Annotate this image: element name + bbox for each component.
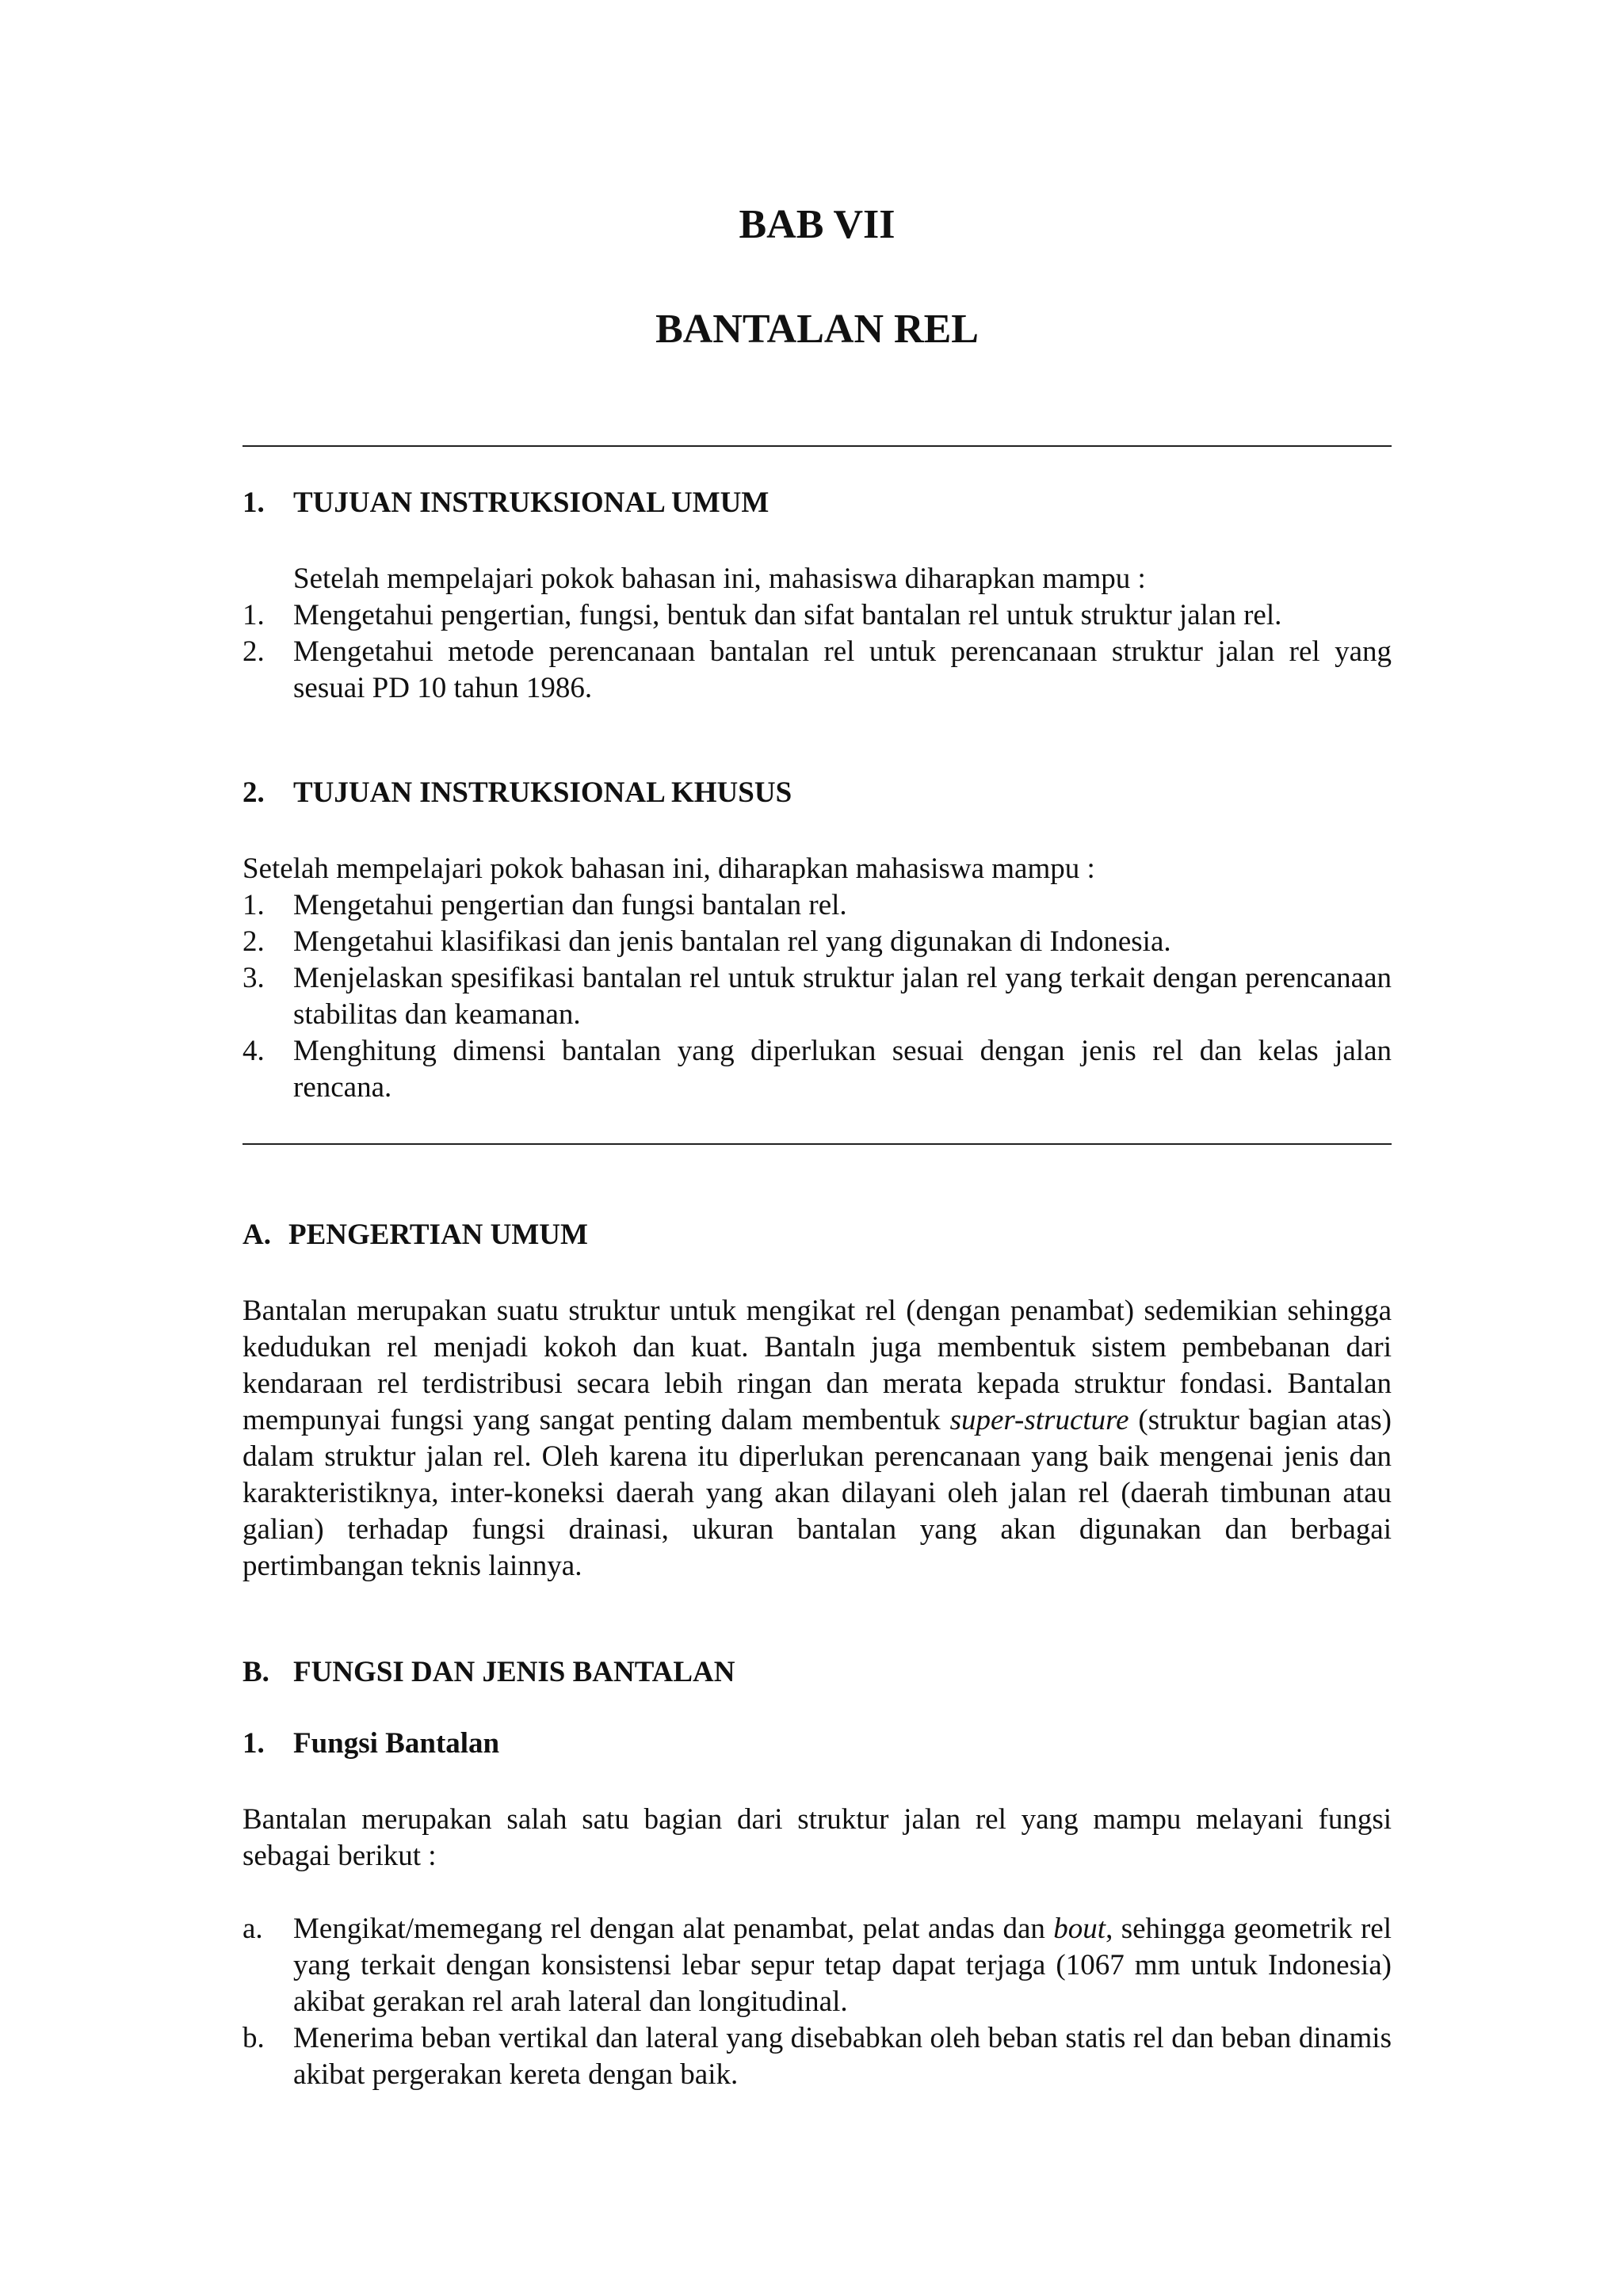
heading-number: 1. [242,486,265,519]
heading-text: FUNGSI DAN JENIS BANTALAN [293,1656,735,1688]
item-text: Mengetahui klasifikasi dan jenis bantalan rel yang digunakan di Indonesia. [293,925,1171,958]
paragraph-text: (struktur bagian atas) dalam struktur jalan rel. Oleh karena itu diperlukan perencanaan yang baik mengenai jenis dan karakteristiknya, inter-koneksi daerah yang akan dilayani oleh jalan rel (daerah timbunan atau galian) terhadap fungsi drainasi, ukuran bantalan yang akan digunakan dan berbagai pertimbangan teknis lainnya. [242,1404,1392,1582]
heading-letter: B. [242,1656,269,1688]
section-heading [242,775,1392,811]
subsection-heading [242,1726,1392,1762]
item-text: Mengetahui pengertian dan fungsi bantalan rel. [293,889,847,921]
list-item [242,2020,1392,2093]
horizontal-rule-top [242,445,1392,447]
list-item [242,1911,1392,2020]
item-number: 1. [242,599,265,631]
section-pengertian-umum [242,1217,1392,1585]
item-number: 1. [242,889,265,921]
paragraph-text: Bantalan merupakan suatu struktur untuk mengikat rel (dengan penambat) sedemikian sehingga kedudukan rel menjadi kokoh dan kuat. Bantaln juga membentuk sistem pembebanan dari kendaraan rel terdistribusi secara lebih ringan dan merata kepada struktur fondasi. Bantalan mempunyai fungsi yang sangat penting dalam membentuk [242,1295,1392,1436]
chapter-title: BANTALAN REL [655,307,979,352]
function-list [242,1911,1392,2093]
list-item [242,1033,1392,1106]
horizontal-rule-bottom [242,1143,1392,1145]
objective-list [242,887,1392,1106]
intro-text: Setelah mempelajari pokok bahasan ini, mahasiswa diharapkan mampu : [293,563,1146,595]
subsection-fungsi-bantalan [242,1726,1392,2093]
objective-list [242,597,1392,707]
heading-text: TUJUAN INSTRUKSIONAL UMUM [293,486,769,519]
section-heading [242,485,1392,521]
item-text: Menjelaskan spesifikasi bantalan rel untuk struktur jalan rel yang terkait dengan perencanaan stabilitas dan keamanan. [293,962,1392,1031]
list-item [242,887,1392,924]
section-tujuan-umum [242,485,1392,707]
heading-text: Fungsi Bantalan [293,1727,500,1760]
item-letter: a. [242,1913,263,1945]
chapter-number: BAB VII [739,202,896,247]
list-item [242,960,1392,1033]
heading-number: 2. [242,776,265,809]
item-number: 2. [242,635,265,668]
section-fungsi-jenis [242,1654,1392,1691]
body-paragraph [242,1293,1392,1585]
document-page [242,0,1392,2296]
intro-text: Setelah mempelajari pokok bahasan ini, diharapkan mahasiswa mampu : [242,852,1095,885]
item-letter: b. [242,2022,265,2054]
item-italic-term: bout [1053,1913,1106,1945]
list-item [242,597,1392,634]
section-heading [242,1654,1392,1691]
heading-number: 1. [242,1727,265,1760]
item-number: 3. [242,962,265,994]
list-item [242,924,1392,960]
intro-text: Bantalan merupakan salah satu bagian dari struktur jalan rel yang mampu melayani fungsi sebagai berikut : [242,1803,1392,1872]
paragraph-italic-term: super-structure [949,1404,1129,1436]
item-number: 4. [242,1035,265,1067]
heading-letter: A. [242,1219,271,1251]
item-text: Menerima beban vertikal dan lateral yang disebabkan oleh beban statis rel dan beban dinamis akibat pergerakan kereta dengan baik. [293,2022,1392,2091]
item-text-part: Mengikat/memegang rel dengan alat penambat, pelat andas dan [293,1913,1054,1945]
section-heading [242,1217,1392,1253]
heading-text: TUJUAN INSTRUKSIONAL KHUSUS [293,776,792,809]
item-text: Menghitung dimensi bantalan yang diperlukan sesuai dengan jenis rel dan kelas jalan rencana. [293,1035,1392,1104]
item-number: 2. [242,925,265,958]
section-tujuan-khusus [242,775,1392,1106]
heading-text: PENGERTIAN UMUM [288,1219,588,1251]
item-text [293,1911,1392,2020]
item-text: Mengetahui pengertian, fungsi, bentuk dan sifat bantalan rel untuk struktur jalan rel. [293,599,1282,631]
item-text-part: , sehingga geometrik rel yang terkait dengan konsistensi lebar sepur tetap dapat terjaga (1067 mm untuk Indonesia) akibat gerakan rel arah lateral dan longitudinal. [293,1913,1392,2018]
list-item [242,634,1392,707]
item-text: Mengetahui metode perencanaan bantalan rel untuk perencanaan struktur jalan rel yang sesuai PD 10 tahun 1986. [293,635,1392,704]
